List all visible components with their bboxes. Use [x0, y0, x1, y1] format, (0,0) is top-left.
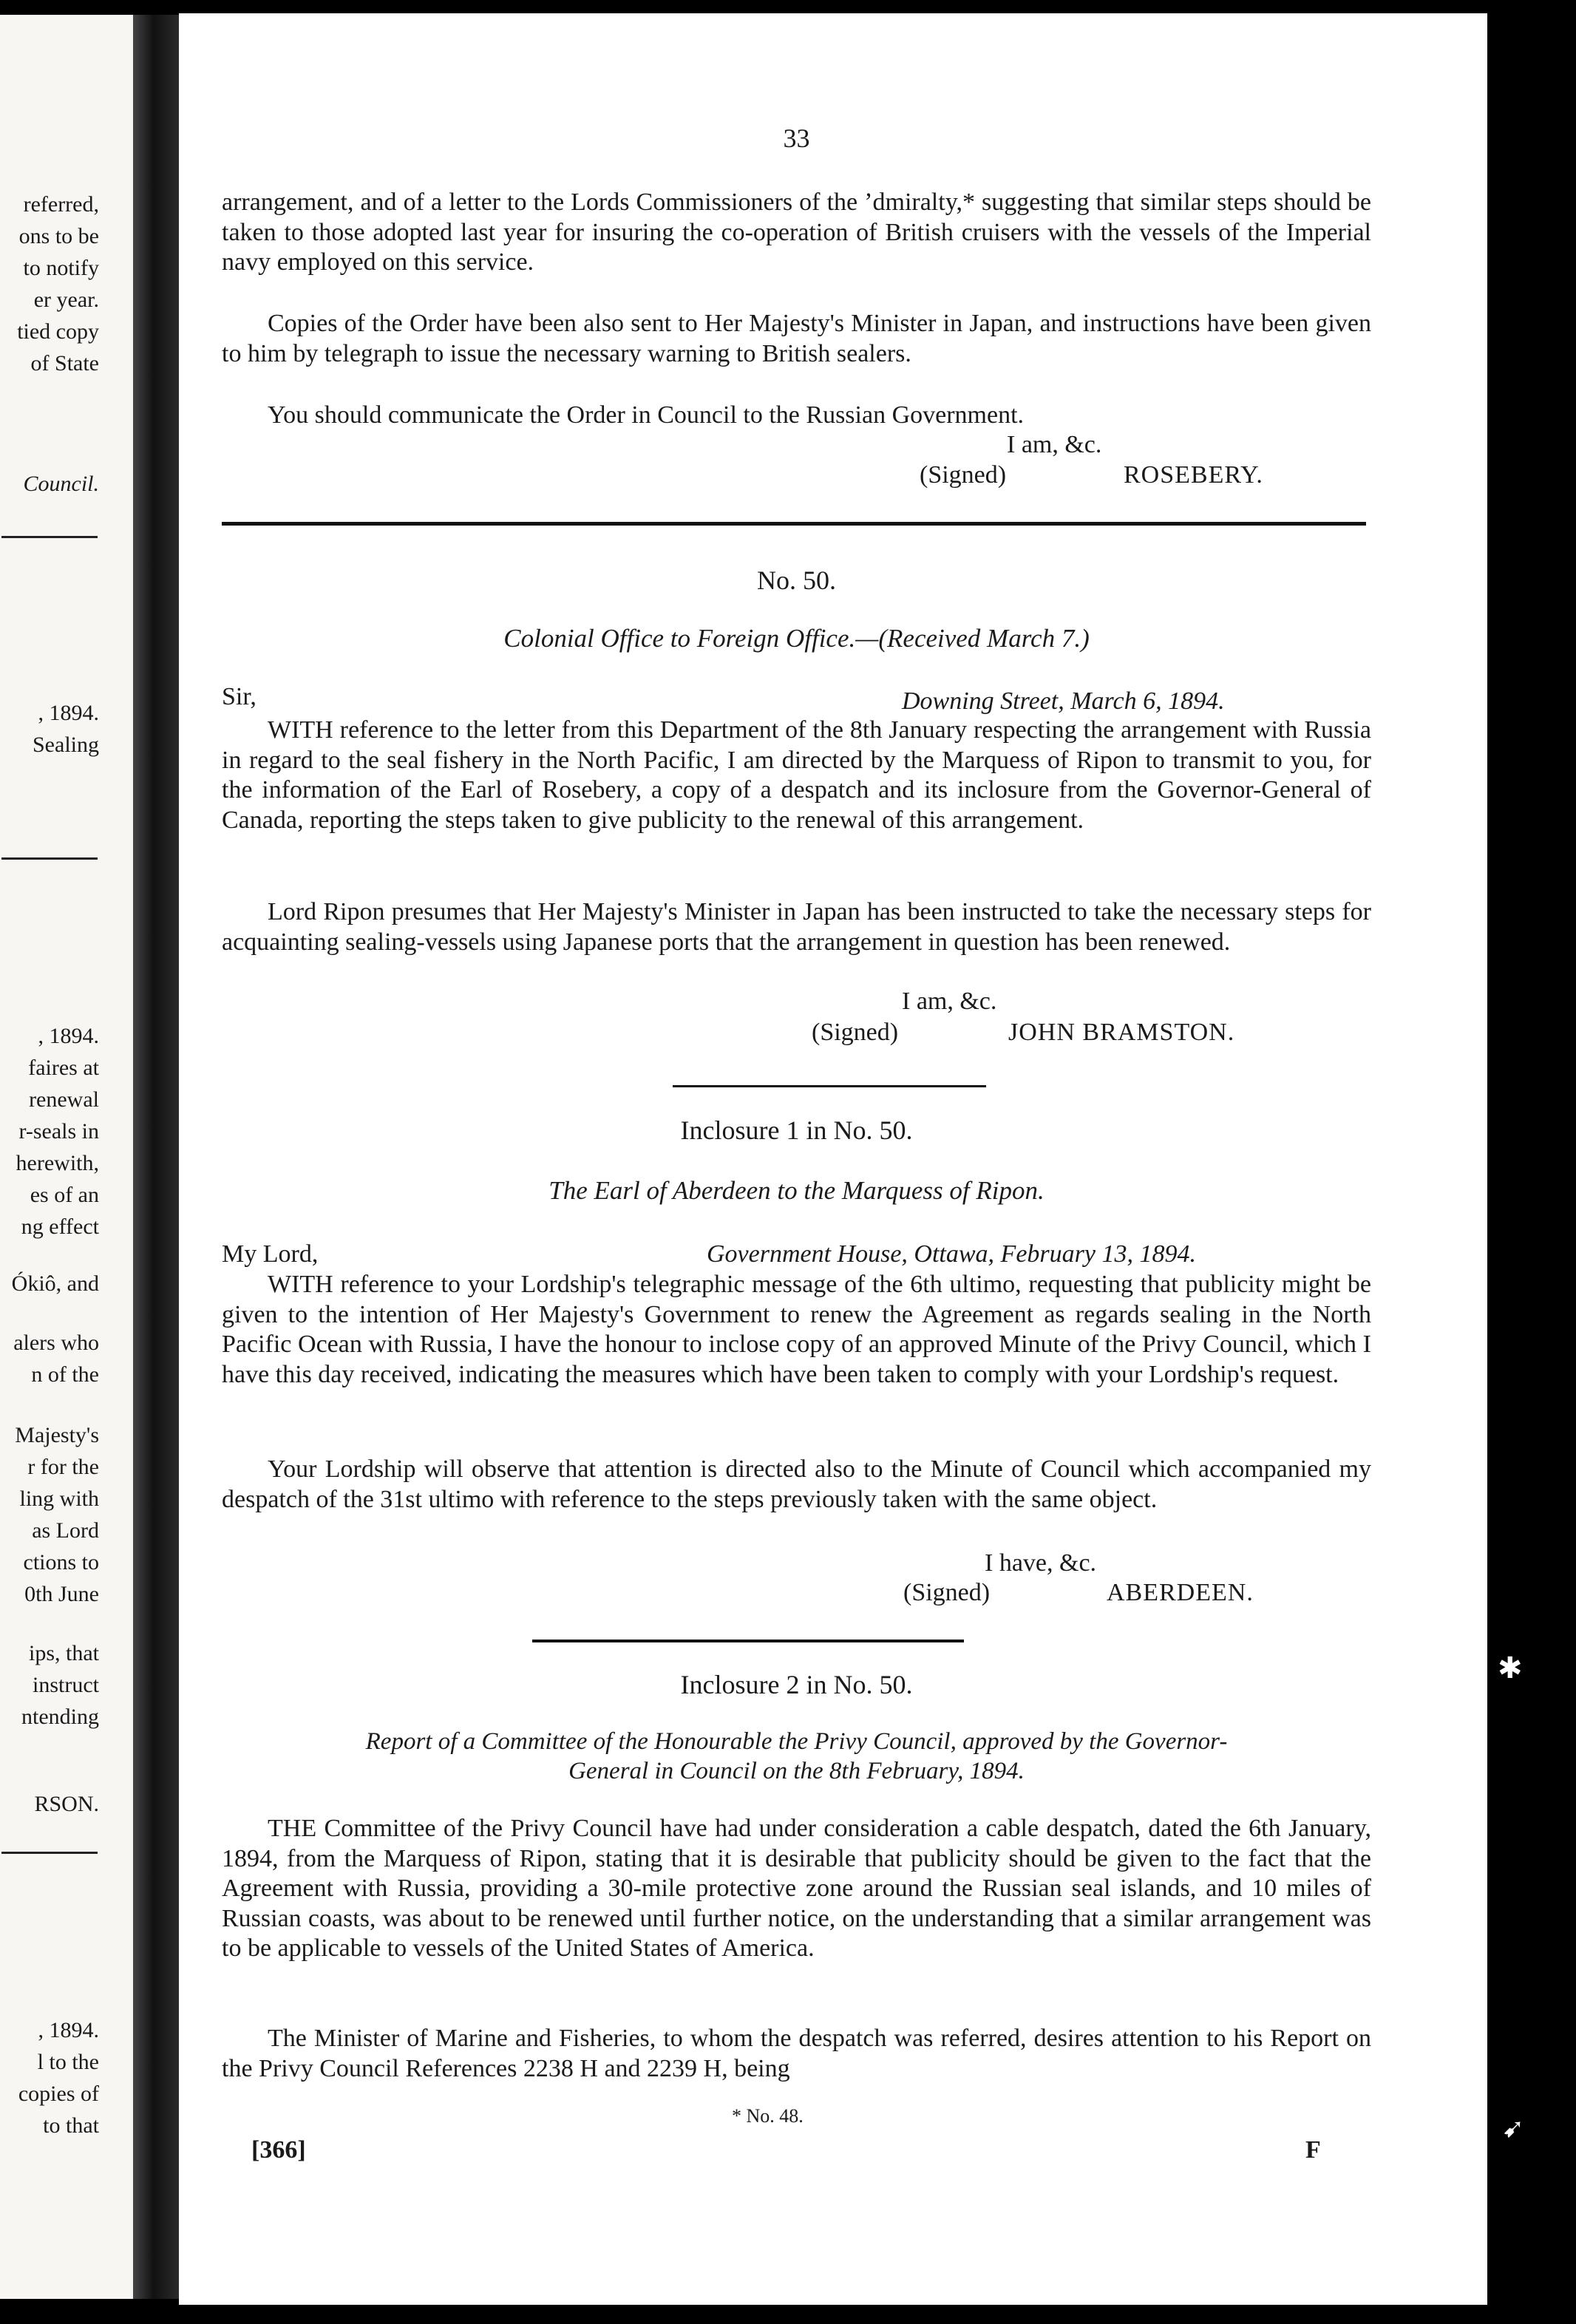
left-page-text: r-seals in — [18, 1119, 99, 1144]
printer-signature: [366] — [251, 2136, 306, 2164]
report-paragraph-2: The Minister of Marine and Fisheries, to whom the despatch was referred, desires attention to his Report on the Privy Council References 2238 H and 2239 H, being — [222, 2025, 1371, 2082]
signed-label: (Signed) — [903, 1579, 991, 1606]
left-page-text: referred, — [23, 192, 99, 217]
left-page-text: faires at — [28, 1056, 99, 1080]
left-page-text: l to the — [37, 2050, 99, 2074]
left-page-text: ips, that — [29, 1641, 99, 1665]
top-paragraph-3: You should communicate the Order in Council to the Russian Government. — [268, 401, 1025, 429]
left-page-text: , 1894. — [38, 1024, 99, 1048]
scan-mark: ✱ — [1498, 1651, 1523, 1685]
left-page-text: RSON. — [34, 1792, 99, 1816]
left-page-text: ctions to — [23, 1550, 99, 1574]
book-gutter — [133, 15, 179, 2299]
left-page-text: to that — [43, 2113, 99, 2138]
left-page-text: , 1894. — [38, 2018, 99, 2042]
inclosure-title-line-2: General in Council on the 8th February, 1894. — [568, 1758, 1025, 1784]
inclosure-paragraph-2: Your Lordship will observe that attention is directed also to the Minute of Council which accompanied my despatch of the 31st ultimo with reference to the steps previously taken with the same object. — [222, 1455, 1371, 1513]
left-page-text: Ókiô, and — [11, 1271, 99, 1296]
footnote: * No. 48. — [732, 2105, 804, 2127]
inclosure-title-line-1: Report of a Committee of the Honourable the Privy Council, approved by the Governor- — [365, 1728, 1228, 1755]
section-rule — [222, 522, 1366, 526]
left-page-text: Council. — [23, 472, 99, 496]
scan-edge — [1487, 13, 1576, 2305]
signer: JOHN BRAMSTON. — [1008, 1019, 1235, 1046]
left-page-text: es of an — [30, 1183, 99, 1207]
inclosure-heading: Inclosure 1 in No. 50. — [680, 1115, 913, 1145]
left-page-text: ons to be — [18, 224, 99, 248]
left-page-rule — [1, 1852, 98, 1854]
document-title: Colonial Office to Foreign Office.—(Received March 7.) — [503, 624, 1090, 653]
document-number: No. 50. — [757, 565, 836, 595]
dateline: Downing Street, March 6, 1894. — [902, 687, 1225, 715]
salutation: My Lord, — [222, 1240, 319, 1268]
left-page-rule — [1, 857, 98, 860]
left-page-text: to notify — [23, 256, 99, 280]
document-page — [179, 13, 1487, 2305]
gathering-letter: F — [1305, 2136, 1321, 2164]
top-paragraph-1: arrangement, and of a letter to the Lords Commissioners of the ʼdmiralty,* suggesting that similar steps should be taken to those adopted last year for insuring the co-operation of British cruisers with the vessels of the Imperial navy employed on this service. — [222, 188, 1371, 276]
left-page-text: renewal — [29, 1087, 99, 1112]
left-page-text: of State — [30, 351, 99, 376]
dateline: Government House, Ottawa, February 13, 1894. — [707, 1240, 1196, 1268]
left-page-text: er year. — [33, 288, 99, 312]
closing: I am, &c. — [902, 988, 997, 1015]
signed-label: (Signed) — [812, 1019, 899, 1046]
salutation: Sir, — [222, 683, 257, 710]
left-page-text: copies of — [18, 2082, 99, 2106]
left-page-rule — [1, 536, 98, 538]
left-page-text: herewith, — [16, 1151, 99, 1175]
left-page-text: instruct — [33, 1673, 99, 1697]
report-paragraph-1: THE Committee of the Privy Council have had under consideration a cable despatch, dated the 6th January, 1894, from the Marquess of Ripon, stating that it is desirable that publicity should be given to the fact that the Agreement with Russia, providing a 30-mile protective zone around the Russian seal islands, and 10 miles of Russian coasts, was about to be renewed until further notice, on the understanding that a similar arrangement was to be applicable to vessels of the United States of America. — [222, 1815, 1371, 1962]
left-page-text: r for the — [27, 1455, 99, 1479]
left-page-text: tied copy — [17, 319, 99, 344]
closing: I have, &c. — [985, 1549, 1097, 1577]
left-page-text: ng effect — [21, 1214, 99, 1239]
short-rule — [532, 1640, 964, 1642]
inclosure-paragraph-1: WITH reference to your Lordship's telegraphic message of the 6th ultimo, requesting that publicity might be given to the intention of Her Majesty's Government to renew the Agreement as regards sealing in the North Pacific Ocean with Russia, I have the honour to inclose copy of an approved Minute of the Privy Council, which I have this day received, indicating the measures which have been taken to comply with your Lordship's request. — [222, 1271, 1371, 1388]
left-page-text: ntending — [21, 1705, 99, 1729]
inclosure-title: The Earl of Aberdeen to the Marquess of Ripon. — [548, 1176, 1045, 1205]
left-page-text: n of the — [31, 1362, 99, 1387]
left-page-text: as Lord — [32, 1518, 99, 1543]
signer: ABERDEEN. — [1107, 1579, 1254, 1606]
left-facing-page-fragment — [0, 15, 140, 2299]
top-signer: ROSEBERY. — [1124, 461, 1263, 489]
left-page-text: Sealing — [33, 733, 99, 757]
document-paragraph-1: WITH reference to the letter from this Department of the 8th January respecting the arrangement with Russia in regard to the seal fishery in the North Pacific, I am directed by the Marquess of Ripon to transmit to you, for the information of the Earl of Rosebery, a copy of a despatch and its inclosure from the Governor-General of Canada, reporting the steps taken to give publicity to the renewal of this arrangement. — [222, 716, 1371, 834]
top-paragraph-2: Copies of the Order have been also sent to Her Majesty's Minister in Japan, and instructions have been given to him by telegraph to issue the necessary warning to British sealers. — [222, 310, 1371, 367]
top-signed-label: (Signed) — [920, 461, 1007, 489]
short-rule — [673, 1085, 986, 1087]
inclosure-heading: Inclosure 2 in No. 50. — [680, 1670, 913, 1699]
top-closing: I am, &c. — [1007, 431, 1102, 458]
scan-mark: ➹ — [1502, 2113, 1525, 2143]
left-page-text: alers who — [13, 1331, 99, 1355]
left-page-text: 0th June — [24, 1582, 99, 1606]
page-number: 33 — [783, 123, 810, 153]
left-page-text: , 1894. — [38, 701, 99, 725]
document-paragraph-2: Lord Ripon presumes that Her Majesty's Minister in Japan has been instructed to take the necessary steps for acquainting sealing-vessels using Japanese ports that the arrangement in question has been renewed. — [222, 898, 1371, 956]
left-page-text: ling with — [19, 1487, 99, 1511]
left-page-text: Majesty's — [15, 1423, 99, 1447]
